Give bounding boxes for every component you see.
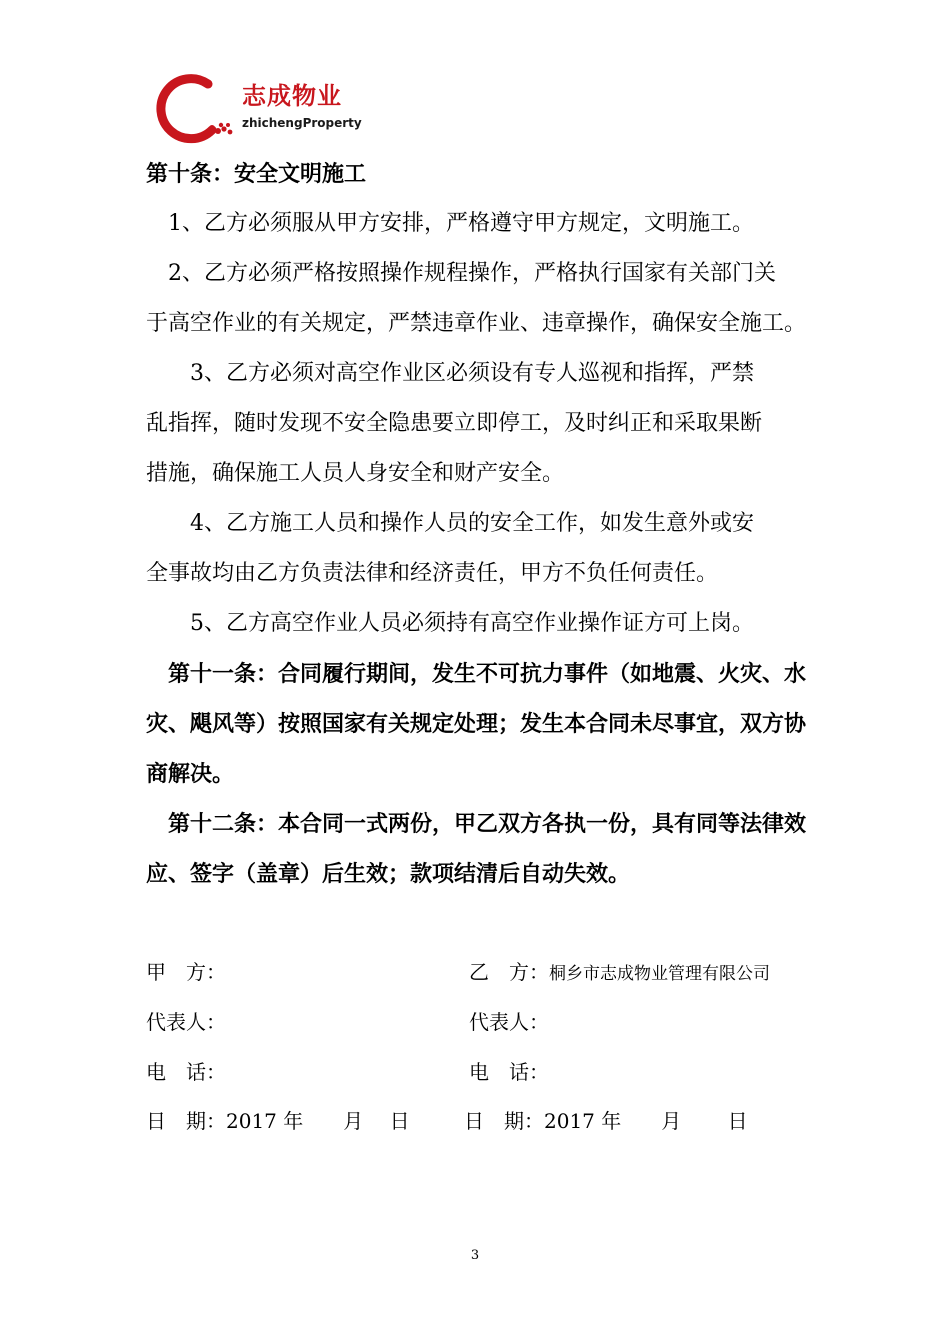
party-b-date: 日 期：2017 年 月 日 <box>464 1109 748 1133</box>
party-b-block <box>469 958 770 988</box>
logo-brand-chinese: 志成物业 <box>242 82 342 110</box>
article11-line2: 灾、飓风等）按照国家有关规定处理；发生本合同未尽事宜，双方协 <box>146 711 807 737</box>
article10-item-4-line1: 4、乙方施工人员和操作人员的安全工作，如发生意外或安 <box>190 511 754 536</box>
party-b-label: 乙 方： <box>469 960 549 984</box>
article12-line1: 第十二条：本合同一式两份，甲乙双方各执一份，具有同等法律效 <box>168 811 807 837</box>
logo-brand-english: zhichengProperty <box>242 116 362 130</box>
party-b-representative: 代表人： <box>469 1010 549 1034</box>
party-b-phone: 电 话： <box>469 1060 549 1084</box>
article10-item-3-line1: 3、乙方必须对高空作业区必须设有专人巡视和指挥，严禁 <box>190 361 754 386</box>
party-a-representative: 代表人： <box>146 1010 226 1034</box>
article12-line2: 应、签字（盖章）后生效；款项结清后自动失效。 <box>146 861 631 887</box>
article10-item-3-line3: 措施，确保施工人员人身安全和财产安全。 <box>146 461 565 486</box>
article10-item-3-line2: 乱指挥，随时发现不安全隐患要立即停工，及时纠正和采取果断 <box>146 411 763 436</box>
party-a-phone: 电 话： <box>146 1060 226 1084</box>
article10-item-1: 1、乙方必须服从甲方安排，严格遵守甲方规定，文明施工。 <box>168 211 754 236</box>
page-number: 3 <box>470 1248 480 1263</box>
article10-item-4-line2: 全事故均由乙方负责法律和经济责任，甲方不负任何责任。 <box>146 561 719 586</box>
article11-line1: 第十一条：合同履行期间，发生不可抗力事件（如地震、火灾、水 <box>168 661 807 687</box>
article11-line3: 商解决。 <box>146 761 235 787</box>
party-a-label: 甲 方： <box>146 960 226 984</box>
logo-c-mark-icon <box>146 72 242 144</box>
company-logo <box>146 72 366 144</box>
party-b-company: 桐乡市志成物业管理有限公司 <box>549 964 770 984</box>
article10-item-5: 5、乙方高空作业人员必须持有高空作业操作证方可上岗。 <box>190 611 754 636</box>
article10-item-2-line1: 2、乙方必须严格按照操作规程操作，严格执行国家有关部门关 <box>168 261 776 286</box>
article10-heading: 第十条：安全文明施工 <box>146 161 367 187</box>
party-a-date: 日 期：2017 年 月 日 <box>146 1109 410 1133</box>
article10-item-2-line2: 于高空作业的有关规定，严禁违章作业、违章操作，确保安全施工。 <box>146 311 807 336</box>
